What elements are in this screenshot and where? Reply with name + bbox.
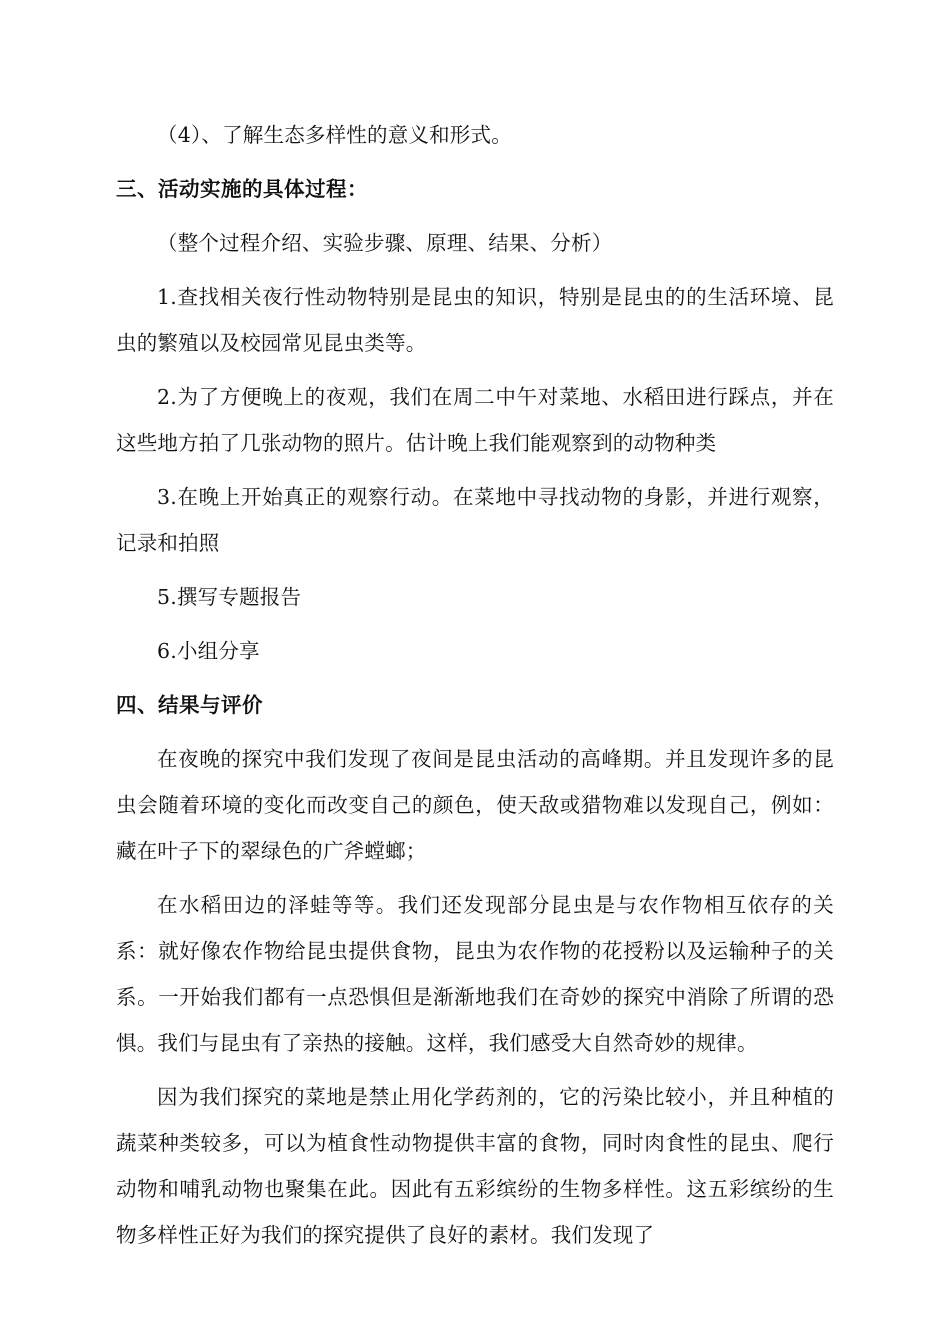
paragraph-results-1: 在夜晚的探究中我们发现了夜间是昆虫活动的高峰期。并且发现许多的昆虫会随着环境的变化而改变自己的颜色，使天敌或猎物难以发现自己，例如：藏在叶子下的翠绿色的广斧螳螂；: [116, 747, 834, 863]
paragraph-results-3: 因为我们探究的菜地是禁止用化学药剂的，它的污染比较小，并且种植的蔬菜种类较多，可以为植食性动物提供丰富的食物，同时肉食性的昆虫、爬行动物和哺乳动物也聚集在此。因此有五彩缤纷的生物多样性。这五彩缤纷的生物多样性正好为我们的探究提供了良好的素材。我们发现了: [116, 1085, 834, 1247]
section-heading-results: 四、结果与评价: [116, 693, 263, 717]
paragraph-results-2: 在水稻田边的泽蛙等等。我们还发现部分昆虫是与农作物相互依存的关系：就好像农作物给昆虫提供食物，昆虫为农作物的花授粉以及运输种子的关系。一开始我们都有一点恐惧但是渐渐地我们在奇妙的探究中消除了所谓的恐惧。我们与昆虫有了亲热的接触。这样，我们感受大自然奇妙的规律。: [116, 893, 834, 1055]
paragraph-step-3: 3.在晚上开始真正的观察行动。在菜地中寻找动物的身影，并进行观察，记录和拍照: [116, 485, 834, 555]
paragraph-step-2: 2.为了方便晚上的夜观，我们在周二中午对菜地、水稻田进行踩点，并在这些地方拍了几张动物的照片。估计晚上我们能观察到的动物种类: [116, 385, 834, 455]
paragraph-step-5: 5.撰写专题报告: [157, 585, 302, 609]
document-body: [116, 112, 834, 1266]
section-heading-process: 三、活动实施的具体过程：: [116, 177, 368, 201]
paragraph-step-6: 6.小组分享: [157, 639, 260, 663]
paragraph-step-1: 1.查找相关夜行性动物特别是昆虫的知识，特别是昆虫的的生活环境、昆虫的繁殖以及校园常见昆虫类等。: [116, 285, 834, 355]
paragraph-process-intro: （整个过程介绍、实验步骤、原理、结果、分析）: [157, 231, 613, 255]
paragraph-objective-4: （4）、了解生态多样性的意义和形式。: [157, 123, 512, 147]
